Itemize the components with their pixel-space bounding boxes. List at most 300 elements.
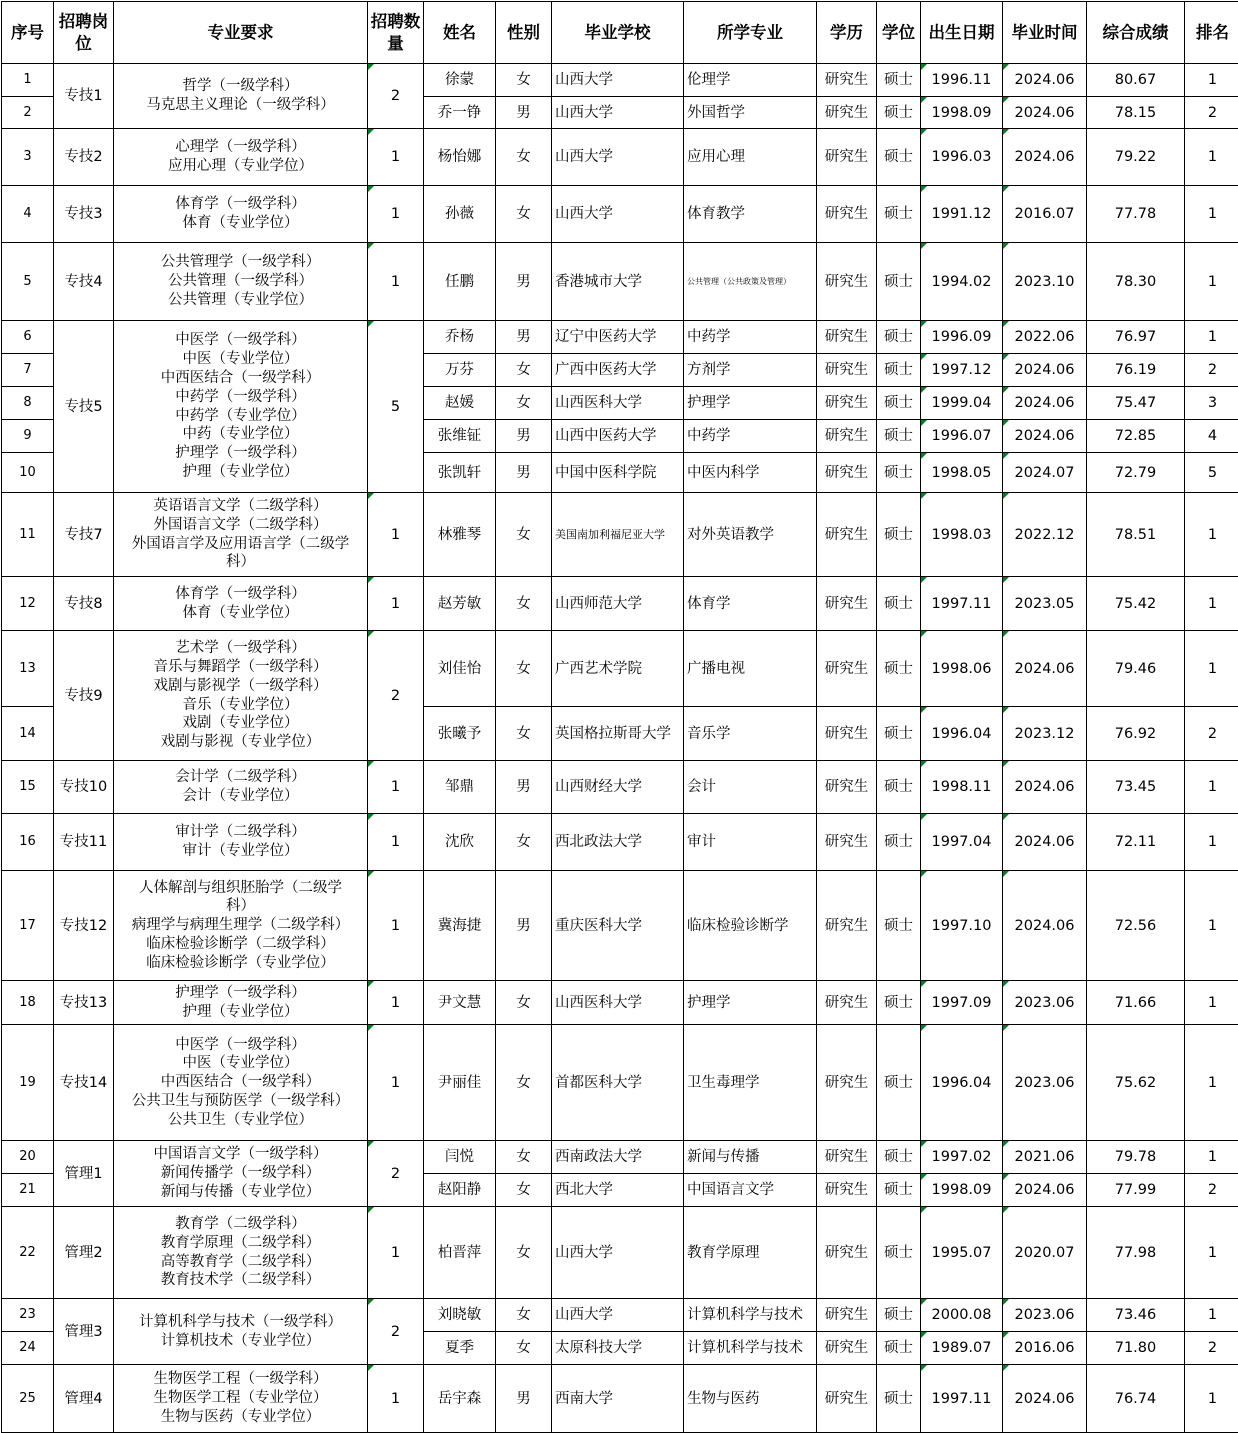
education-cell: 研究生	[817, 1141, 877, 1174]
requirement-line: 外国语言文学（二级学科）	[153, 516, 328, 533]
education-cell: 研究生	[817, 453, 877, 493]
requirement-line: 中医学（一级学科）	[175, 1036, 306, 1053]
quota-cell: 1	[368, 981, 424, 1025]
birth-cell: 1997.11	[921, 577, 1003, 631]
quota-cell: 1	[368, 814, 424, 871]
score-cell: 79.78	[1087, 1141, 1185, 1174]
major-cell: 体育教学	[684, 186, 817, 243]
degree-cell: 硕士	[877, 1025, 921, 1141]
graduation-cell: 2024.06	[1003, 631, 1087, 707]
gender-cell: 男	[496, 243, 552, 321]
graduation-cell: 2021.06	[1003, 1141, 1087, 1174]
school-cell: 西南政法大学	[552, 1141, 684, 1174]
table-row	[2, 1207, 1238, 1299]
major-cell: 外国哲学	[684, 97, 817, 129]
gender-cell: 男	[496, 321, 552, 354]
graduation-cell: 2024.06	[1003, 387, 1087, 420]
requirement-line: 新闻传播学（一级学科）	[160, 1165, 321, 1182]
school-cell: 重庆医科大学	[552, 871, 684, 981]
degree-cell: 硕士	[877, 97, 921, 129]
table-row	[2, 321, 1238, 354]
graduation-cell: 2024.06	[1003, 354, 1087, 387]
graduation-cell: 2022.12	[1003, 493, 1087, 577]
seq-cell: 5	[2, 243, 54, 321]
major-cell: 会计	[684, 761, 817, 814]
degree-cell: 硕士	[877, 243, 921, 321]
quota-cell: 2	[368, 1141, 424, 1207]
seq-cell: 22	[2, 1207, 54, 1299]
seq-cell: 10	[2, 453, 54, 493]
post-cell: 管理2	[54, 1207, 114, 1299]
graduation-cell: 2024.06	[1003, 97, 1087, 129]
requirement-line: 应用心理（专业学位）	[168, 158, 313, 174]
birth-cell: 1998.03	[921, 493, 1003, 577]
table-row	[2, 1365, 1238, 1433]
name-cell: 柏晋萍	[424, 1207, 496, 1299]
requirement-line: 公共卫生（专业学位）	[168, 1111, 313, 1128]
requirement-line: 哲学（一级学科）	[182, 78, 299, 95]
school-cell: 山西医科大学	[552, 387, 684, 420]
birth-cell: 1996.04	[921, 1025, 1003, 1141]
quota-cell: 1	[368, 1207, 424, 1299]
requirement-line: 教育学原理（二级学科）	[160, 1234, 321, 1251]
header-rank: 排名	[1185, 2, 1238, 64]
score-cell: 73.45	[1087, 761, 1185, 814]
requirement-cell	[114, 1365, 368, 1433]
score-cell: 78.51	[1087, 493, 1185, 577]
name-cell: 闫悦	[424, 1141, 496, 1174]
degree-cell: 硕士	[877, 129, 921, 186]
score-cell: 75.62	[1087, 1025, 1185, 1141]
major-cell: 公共管理（公共政策及管理）	[684, 243, 817, 321]
header-gender: 性别	[496, 2, 552, 64]
graduation-cell: 2024.06	[1003, 420, 1087, 453]
rank-cell: 1	[1185, 871, 1238, 981]
requirement-line: 体育学（一级学科）	[175, 585, 306, 602]
major-cell: 计算机科学与技术	[684, 1299, 817, 1332]
requirement-line: 心理学（一级学科）	[175, 139, 306, 156]
degree-cell: 硕士	[877, 64, 921, 97]
birth-cell: 2000.08	[921, 1299, 1003, 1332]
quota-cell: 1	[368, 186, 424, 243]
school-cell: 山西师范大学	[552, 577, 684, 631]
score-cell: 72.56	[1087, 871, 1185, 981]
school-cell: 山西大学	[552, 129, 684, 186]
major-cell: 教育学原理	[684, 1207, 817, 1299]
rank-cell: 1	[1185, 814, 1238, 871]
requirement-cell	[114, 64, 368, 129]
quota-cell: 2	[368, 631, 424, 761]
post-cell: 专技11	[54, 814, 114, 871]
gender-cell: 女	[496, 814, 552, 871]
school-cell: 山西大学	[552, 186, 684, 243]
requirement-line: 护理学（一级学科）	[175, 984, 306, 1001]
table-row	[2, 1141, 1238, 1174]
requirement-line: 戏剧与影视学（一级学科）	[153, 677, 328, 694]
gender-cell: 女	[496, 354, 552, 387]
name-cell: 刘晓敏	[424, 1299, 496, 1332]
school-cell: 山西大学	[552, 97, 684, 129]
degree-cell: 硕士	[877, 1332, 921, 1365]
education-cell: 研究生	[817, 243, 877, 321]
rank-cell: 2	[1185, 97, 1238, 129]
name-cell: 赵阳静	[424, 1174, 496, 1207]
table-row	[2, 981, 1238, 1025]
birth-cell: 1995.07	[921, 1207, 1003, 1299]
name-cell: 刘佳怡	[424, 631, 496, 707]
table-row	[2, 631, 1238, 707]
gender-cell: 女	[496, 577, 552, 631]
birth-cell: 1997.10	[921, 871, 1003, 981]
education-cell: 研究生	[817, 1299, 877, 1332]
post-cell: 专技1	[54, 64, 114, 129]
header-major: 所学专业	[684, 2, 817, 64]
score-cell: 72.79	[1087, 453, 1185, 493]
name-cell: 张维钲	[424, 420, 496, 453]
seq-cell: 19	[2, 1025, 54, 1141]
gender-cell: 女	[496, 1025, 552, 1141]
rank-cell: 2	[1185, 1174, 1238, 1207]
education-cell: 研究生	[817, 493, 877, 577]
gender-cell: 女	[496, 707, 552, 761]
gender-cell: 女	[496, 1207, 552, 1299]
requirement-line: 音乐（专业学位）	[182, 696, 299, 713]
education-cell: 研究生	[817, 1174, 877, 1207]
requirement-cell	[114, 1207, 368, 1299]
quota-cell: 1	[368, 243, 424, 321]
header-education: 学历	[817, 2, 877, 64]
requirement-cell	[114, 1025, 368, 1141]
birth-cell: 1991.12	[921, 186, 1003, 243]
birth-cell: 1997.11	[921, 1365, 1003, 1433]
gender-cell: 女	[496, 64, 552, 97]
post-cell: 专技7	[54, 493, 114, 577]
score-cell: 72.85	[1087, 420, 1185, 453]
gender-cell: 女	[496, 129, 552, 186]
seq-cell: 2	[2, 97, 54, 129]
school-cell: 西南大学	[552, 1365, 684, 1433]
quota-cell: 1	[368, 761, 424, 814]
degree-cell: 硕士	[877, 186, 921, 243]
birth-cell: 1999.04	[921, 387, 1003, 420]
major-cell: 广播电视	[684, 631, 817, 707]
rank-cell: 1	[1185, 1025, 1238, 1141]
requirement-cell	[114, 631, 368, 761]
post-cell: 管理3	[54, 1299, 114, 1365]
requirement-line: 公共管理学（一级学科）	[160, 254, 321, 271]
school-cell: 山西中医药大学	[552, 420, 684, 453]
post-cell: 专技9	[54, 631, 114, 761]
seq-cell: 20	[2, 1141, 54, 1174]
header-requirement: 专业要求	[114, 2, 368, 64]
requirement-line: 公共管理（专业学位）	[168, 291, 313, 308]
education-cell: 研究生	[817, 321, 877, 354]
requirement-line: 临床检验诊断学（专业学位）	[146, 954, 335, 971]
education-cell: 研究生	[817, 707, 877, 761]
graduation-cell: 2020.07	[1003, 1207, 1087, 1299]
score-cell: 78.30	[1087, 243, 1185, 321]
rank-cell: 1	[1185, 321, 1238, 354]
seq-cell: 15	[2, 761, 54, 814]
requirement-line: 高等教育学（二级学科）	[160, 1253, 321, 1270]
birth-cell: 1998.06	[921, 631, 1003, 707]
header-post: 招聘岗位	[54, 2, 114, 64]
requirement-cell	[114, 243, 368, 321]
table-row	[2, 243, 1238, 321]
graduation-cell: 2023.05	[1003, 577, 1087, 631]
requirement-line: 戏剧（专业学位）	[182, 715, 299, 732]
school-cell: 山西大学	[552, 1207, 684, 1299]
birth-cell: 1998.05	[921, 453, 1003, 493]
requirement-line: 音乐与舞蹈学（一级学科）	[153, 658, 328, 675]
requirement-line: 公共卫生与预防医学（一级学科）	[131, 1092, 350, 1109]
rank-cell: 1	[1185, 981, 1238, 1025]
birth-cell: 1998.09	[921, 97, 1003, 129]
score-cell: 76.19	[1087, 354, 1185, 387]
table-row	[2, 871, 1238, 981]
seq-cell: 4	[2, 186, 54, 243]
rank-cell: 3	[1185, 387, 1238, 420]
gender-cell: 男	[496, 871, 552, 981]
education-cell: 研究生	[817, 1365, 877, 1433]
seq-cell: 6	[2, 321, 54, 354]
rank-cell: 2	[1185, 354, 1238, 387]
graduation-cell: 2016.07	[1003, 186, 1087, 243]
requirement-line: 护理（专业学位）	[182, 1003, 299, 1020]
score-cell: 76.97	[1087, 321, 1185, 354]
degree-cell: 硕士	[877, 814, 921, 871]
requirement-cell	[114, 814, 368, 871]
requirement-line: 会计（专业学位）	[182, 788, 299, 804]
header-birth: 出生日期	[921, 2, 1003, 64]
school-cell: 山西医科大学	[552, 981, 684, 1025]
degree-cell: 硕士	[877, 1207, 921, 1299]
header-quota: 招聘数量	[368, 2, 424, 64]
score-cell: 71.80	[1087, 1332, 1185, 1365]
school-cell: 首都医科大学	[552, 1025, 684, 1141]
seq-cell: 11	[2, 493, 54, 577]
quota-cell: 1	[368, 129, 424, 186]
score-cell: 71.66	[1087, 981, 1185, 1025]
seq-cell: 13	[2, 631, 54, 707]
degree-cell: 硕士	[877, 1365, 921, 1433]
requirement-line: 计算机科学与技术（一级学科）	[139, 1313, 342, 1330]
requirement-line: 生物医学工程（专业学位）	[153, 1390, 328, 1407]
rank-cell: 4	[1185, 420, 1238, 453]
requirement-line: 体育（专业学位）	[182, 604, 299, 621]
gender-cell: 女	[496, 387, 552, 420]
table-row	[2, 186, 1238, 243]
birth-cell: 1997.09	[921, 981, 1003, 1025]
gender-cell: 女	[496, 1332, 552, 1365]
requirement-line: 中医（专业学位）	[182, 1055, 299, 1072]
name-cell: 张曦予	[424, 707, 496, 761]
seq-cell: 9	[2, 420, 54, 453]
quota-cell: 1	[368, 577, 424, 631]
requirement-line: 体育（专业学位）	[182, 215, 299, 231]
degree-cell: 硕士	[877, 871, 921, 981]
graduation-cell: 2024.06	[1003, 1174, 1087, 1207]
birth-cell: 1996.04	[921, 707, 1003, 761]
requirement-line: 计算机技术（专业学位）	[160, 1332, 321, 1349]
score-cell: 78.15	[1087, 97, 1185, 129]
rank-cell: 1	[1185, 186, 1238, 243]
name-cell: 乔杨	[424, 321, 496, 354]
quota-cell: 1	[368, 1365, 424, 1433]
education-cell: 研究生	[817, 387, 877, 420]
score-cell: 75.47	[1087, 387, 1185, 420]
results-table	[1, 1, 1238, 1433]
rank-cell: 1	[1185, 631, 1238, 707]
school-cell: 西北大学	[552, 1174, 684, 1207]
requirement-line: 病理学与病理生理学（二级学科）	[131, 917, 350, 934]
graduation-cell: 2023.06	[1003, 1025, 1087, 1141]
requirement-line: 中西医结合（一级学科）	[160, 1074, 321, 1091]
degree-cell: 硕士	[877, 707, 921, 761]
education-cell: 研究生	[817, 354, 877, 387]
graduation-cell: 2024.06	[1003, 64, 1087, 97]
education-cell: 研究生	[817, 1207, 877, 1299]
requirement-line: 人体解剖与组织胚胎学（二级学	[139, 879, 342, 896]
education-cell: 研究生	[817, 129, 877, 186]
name-cell: 夏季	[424, 1332, 496, 1365]
table-row	[2, 64, 1238, 97]
requirement-line: 会计学（二级学科）	[175, 769, 306, 786]
score-cell: 76.74	[1087, 1365, 1185, 1433]
education-cell: 研究生	[817, 577, 877, 631]
score-cell: 77.99	[1087, 1174, 1185, 1207]
education-cell: 研究生	[817, 420, 877, 453]
score-cell: 75.42	[1087, 577, 1185, 631]
school-cell: 中国中医科学院	[552, 453, 684, 493]
post-cell: 专技14	[54, 1025, 114, 1141]
graduation-cell: 2024.06	[1003, 129, 1087, 186]
post-cell: 专技12	[54, 871, 114, 981]
graduation-cell: 2023.06	[1003, 1299, 1087, 1332]
degree-cell: 硕士	[877, 387, 921, 420]
name-cell: 林雅琴	[424, 493, 496, 577]
birth-cell: 1997.12	[921, 354, 1003, 387]
gender-cell: 女	[496, 186, 552, 243]
major-cell: 中医内科学	[684, 453, 817, 493]
requirement-line: 中医（专业学位）	[182, 351, 299, 368]
requirement-cell	[114, 321, 368, 493]
birth-cell: 1997.02	[921, 1141, 1003, 1174]
school-cell: 西北政法大学	[552, 814, 684, 871]
score-cell: 77.98	[1087, 1207, 1185, 1299]
seq-cell: 8	[2, 387, 54, 420]
degree-cell: 硕士	[877, 420, 921, 453]
degree-cell: 硕士	[877, 1141, 921, 1174]
seq-cell: 7	[2, 354, 54, 387]
rank-cell: 1	[1185, 577, 1238, 631]
seq-cell: 25	[2, 1365, 54, 1433]
name-cell: 赵芳敏	[424, 577, 496, 631]
quota-cell: 1	[368, 1025, 424, 1141]
major-cell: 卫生毒理学	[684, 1025, 817, 1141]
rank-cell: 1	[1185, 1207, 1238, 1299]
name-cell: 尹丽佳	[424, 1025, 496, 1141]
requirement-line: 公共管理（一级学科）	[168, 273, 313, 290]
post-cell: 专技5	[54, 321, 114, 493]
graduation-cell: 2023.06	[1003, 981, 1087, 1025]
school-cell: 辽宁中医药大学	[552, 321, 684, 354]
requirement-line: 科）	[226, 554, 255, 571]
degree-cell: 硕士	[877, 631, 921, 707]
table-row	[2, 1025, 1238, 1141]
results-body	[2, 64, 1238, 1433]
rank-cell: 2	[1185, 707, 1238, 761]
seq-cell: 16	[2, 814, 54, 871]
header-school: 毕业学校	[552, 2, 684, 64]
degree-cell: 硕士	[877, 1174, 921, 1207]
requirement-line: 护理学（一级学科）	[175, 445, 306, 462]
post-cell: 专技2	[54, 129, 114, 186]
major-cell: 伦理学	[684, 64, 817, 97]
post-cell: 专技3	[54, 186, 114, 243]
requirement-line: 教育学（二级学科）	[175, 1215, 306, 1232]
major-cell: 审计	[684, 814, 817, 871]
requirement-cell	[114, 186, 368, 243]
name-cell: 杨怡娜	[424, 129, 496, 186]
name-cell: 沈欣	[424, 814, 496, 871]
quota-cell: 2	[368, 1299, 424, 1365]
gender-cell: 女	[496, 493, 552, 577]
requirement-line: 审计学（二级学科）	[175, 824, 306, 841]
requirement-line: 体育学（一级学科）	[175, 196, 306, 213]
requirement-line: 戏剧与影视（专业学位）	[160, 734, 321, 751]
name-cell: 徐蒙	[424, 64, 496, 97]
major-cell: 临床检验诊断学	[684, 871, 817, 981]
requirement-line: 中国语言文学（一级学科）	[153, 1146, 328, 1163]
requirement-line: 英语语言文学（二级学科）	[153, 497, 328, 514]
table-row	[2, 814, 1238, 871]
gender-cell: 男	[496, 97, 552, 129]
major-cell: 应用心理	[684, 129, 817, 186]
name-cell: 岳宇森	[424, 1365, 496, 1433]
table-row	[2, 1299, 1238, 1332]
school-cell: 山西财经大学	[552, 761, 684, 814]
birth-cell: 1996.09	[921, 321, 1003, 354]
birth-cell: 1997.04	[921, 814, 1003, 871]
header-seq: 序号	[2, 2, 54, 64]
seq-cell: 14	[2, 707, 54, 761]
requirement-cell	[114, 493, 368, 577]
birth-cell: 1996.07	[921, 420, 1003, 453]
degree-cell: 硕士	[877, 1299, 921, 1332]
degree-cell: 硕士	[877, 321, 921, 354]
major-cell: 方剂学	[684, 354, 817, 387]
birth-cell: 1994.02	[921, 243, 1003, 321]
school-cell: 英国格拉斯哥大学	[552, 707, 684, 761]
name-cell: 乔一铮	[424, 97, 496, 129]
education-cell: 研究生	[817, 761, 877, 814]
major-cell: 体育学	[684, 577, 817, 631]
requirement-line: 中药（专业学位）	[182, 426, 299, 443]
graduation-cell: 2024.06	[1003, 871, 1087, 981]
table-row	[2, 577, 1238, 631]
gender-cell: 女	[496, 1141, 552, 1174]
requirement-cell	[114, 1299, 368, 1365]
birth-cell: 1996.11	[921, 64, 1003, 97]
table-row	[2, 129, 1238, 186]
education-cell: 研究生	[817, 814, 877, 871]
requirement-line: 教育技术学（二级学科）	[160, 1272, 321, 1289]
rank-cell: 1	[1185, 129, 1238, 186]
birth-cell: 1998.11	[921, 761, 1003, 814]
major-cell: 护理学	[684, 387, 817, 420]
school-cell: 太原科技大学	[552, 1332, 684, 1365]
